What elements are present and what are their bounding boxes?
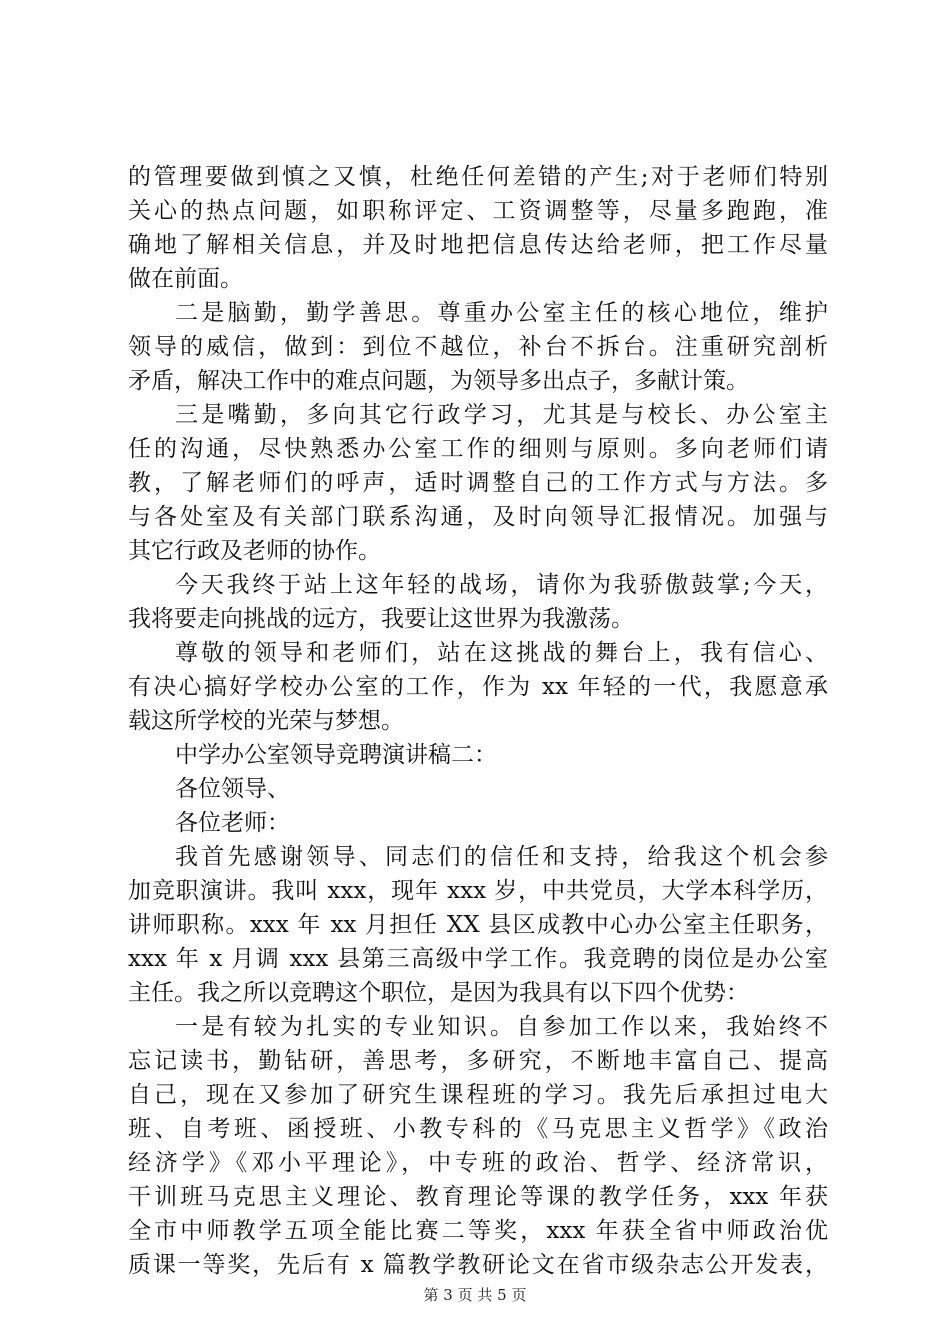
text-line: 班、自考班、函授班、小教专科的《马克思主义哲学》《政治 (128, 1116, 828, 1142)
text-line: 与各处室及有关部门联系沟通，及时向领导汇报情况。加强与 (128, 504, 828, 530)
text-line: xxx 年 x 月调 xxx 县第三高级中学工作。我竞聘的岗位是办公室 (128, 946, 828, 972)
text-line: 做在前面。 (128, 266, 243, 292)
text-line: 其它行政及老师的协作。 (128, 538, 381, 564)
text-line: 今天我终于站上这年轻的战场，请你为我骄傲鼓掌;今天， (175, 572, 828, 598)
text-line: 我首先感谢领导、同志们的信任和支持，给我这个机会参 (175, 844, 828, 870)
text-line: 二是脑勤，勤学善思。尊重办公室主任的核心地位，维护 (175, 300, 828, 326)
text-line: 自己，现在又参加了研究生课程班的学习。我先后承担过电大 (128, 1082, 828, 1108)
text-line: 的管理要做到慎之又慎，杜绝任何差错的产生;对于老师们特别 (128, 164, 828, 190)
text-line: 任的沟通，尽快熟悉办公室工作的细则与原则。多向老师们请 (128, 436, 828, 462)
text-line: 各位领导、 (175, 776, 290, 802)
text-line: 干训班马克思主义理论、教育理论等课的教学任务，xxx 年获 (128, 1184, 828, 1210)
text-line: 各位老师： (175, 810, 290, 836)
text-line: 全市中师教学五项全能比赛二等奖，xxx 年获全省中师政治优 (128, 1218, 828, 1244)
text-line: 讲师职称。xxx 年 xx 月担任 XX 县区成教中心办公室主任职务， (128, 912, 828, 938)
text-line: 三是嘴勤，多向其它行政学习，尤其是与校长、办公室主 (175, 402, 828, 428)
text-line: 经济学》《邓小平理论》，中专班的政治、哲学、经济常识， (128, 1150, 828, 1176)
text-line: 尊敬的领导和老师们，站在这挑战的舞台上，我有信心、 (175, 640, 828, 666)
text-line: 我将要走向挑战的远方，我要让这世界为我激荡。 (128, 606, 634, 632)
text-line: 关心的热点问题，如职称评定、工资调整等，尽量多跑跑，准 (128, 198, 828, 224)
text-line: 领导的威信，做到：到位不越位，补台不拆台。注重研究剖析 (128, 334, 828, 360)
text-line: 一是有较为扎实的专业知识。自参加工作以来，我始终不 (175, 1014, 828, 1040)
text-line: 主任。我之所以竞聘这个职位，是因为我具有以下四个优势： (128, 980, 749, 1006)
text-line: 加竞职演讲。我叫 xxx，现年 xxx 岁，中共党员，大学本科学历， (128, 878, 828, 904)
text-line: 矛盾，解决工作中的难点问题，为领导多出点子，多献计策。 (128, 368, 749, 394)
text-line: 确地了解相关信息，并及时地把信息传达给老师，把工作尽量 (128, 232, 828, 258)
page-footer: 第 3 页 共 5 页 (423, 1286, 527, 1304)
text-line: 忘记读书，勤钻研，善思考，多研究，不断地丰富自己、提高 (128, 1048, 828, 1074)
text-line: 中学办公室领导竞聘演讲稿二： (175, 742, 497, 768)
document-body (128, 160, 828, 1282)
text-line: 教，了解老师们的呼声，适时调整自己的工作方式与方法。多 (128, 470, 828, 496)
text-line: 载这所学校的光荣与梦想。 (128, 708, 404, 734)
text-line: 有决心搞好学校办公室的工作，作为 xx 年轻的一代，我愿意承 (128, 674, 828, 700)
text-line: 质课一等奖，先后有 x 篇教学教研论文在省市级杂志公开发表， (128, 1252, 828, 1278)
